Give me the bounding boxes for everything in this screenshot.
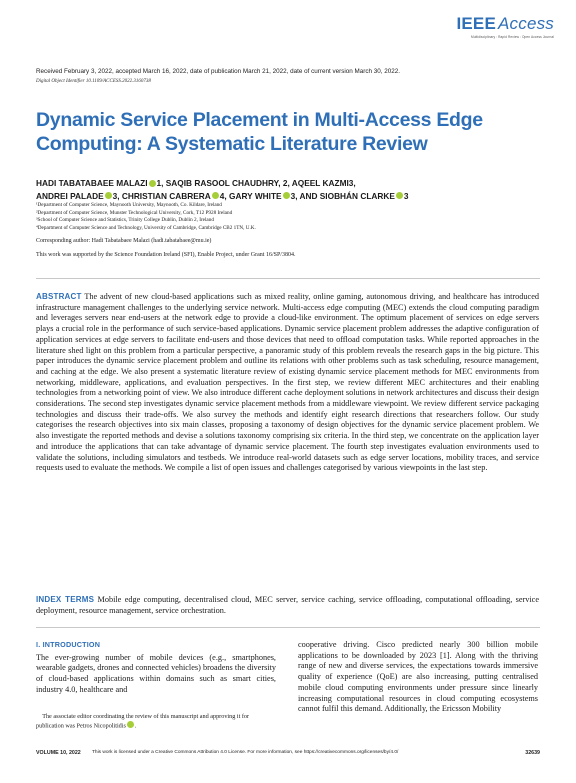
abstract xyxy=(36,292,539,474)
funding-note: This work was supported by the Science Foundation Ireland (SFI), Enable Project, under Grant 16/SP/3804. xyxy=(36,252,296,258)
index-terms-text: Mobile edge computing, decentralised cloud, MEC server, service caching, service offloading, computational offloading, service deployment, resource management, service orchestration. xyxy=(36,595,540,615)
section-heading: I. INTRODUCTION xyxy=(36,640,101,649)
divider xyxy=(36,278,540,279)
logo-tagline: Multidisciplinary : Rapid Review : Open Access Journal xyxy=(471,35,554,39)
ieee-access-logo xyxy=(456,14,554,39)
orcid-icon[interactable] xyxy=(105,192,112,199)
editor-footnote: The associate editor coordinating the review of this manuscript and approving it for publication was Petros Nicopolitidis . xyxy=(36,713,250,730)
volume-label: VOLUME 10, 2022 xyxy=(36,750,81,756)
index-terms xyxy=(36,595,539,616)
affiliation: ¹Department of Computer Science, Maynooth University, Maynooth, Co. Kildare, Ireland xyxy=(36,202,222,208)
received-dates: Received February 3, 2022, accepted March 16, 2022, date of publication March 21, 2022, date of current version March 30, 2022. xyxy=(36,68,401,75)
affiliations xyxy=(36,202,556,232)
abstract-text: The advent of new cloud-based applications such as mixed reality, online gaming, autonomous driving, and healthcare has introduced infrastructure management challenges to the underlying service network. Multi-access edge computing (MEC) extends the cloud computing paradigm and leverages servers near end-users at the network edge to provide a cloud-like environment. The optimum placement of services on edge servers plays a crucial role in the performance of such service-based applications. Dynamic service placement problem addresses the adaptive configuration of application services at edge servers to facilitate end-users and those devices that need to offload computation tasks. While reported approaches in the literature shed light on this problem from a particular perspective, a panoramic study of this problem reveals the research gaps in the big picture. This paper introduces the dynamic service placement problem and outline its relations with other problems such as task scheduling, resource management, and caching at the edge. We also present a systematic literature review of existing dynamic service placement methods for MEC environments from networking, middleware, applications, and evaluation perspectives. In the first step, we review different MEC architectures and their enabling technologies from a networking point of view. We also introduce different cache deployment solutions in network architectures and discuss their design considerations. The second step investigates dynamic service placement methods from a middleware viewpoint. We review different service packaging technologies and discuss their trade-offs. We also survey the methods and identify eight research directions that researchers follow. Our study categorises the research objectives into six main classes, proposing a taxonomy of design objectives for the dynamic service placement problem. We also investigate the reported methods and devise a solutions taxonomy comprising six criteria. In the third step, we concentrate on the application layer and introduce the applications that can take advantage of dynamic service placement. The fourth step investigates evaluation environments used to validate the solutions, including simulators and testbeds. We introduce real-world datasets such as edge server locations, mobility traces, and service requests used to evaluate the methods. We compile a list of open issues and challenges categorised by various viewpoints in the last step. xyxy=(36,292,540,473)
author-name: 3, AND SIOBHÁN CLARKE xyxy=(290,190,395,201)
author-name: 1, SAQIB RASOOL CHAUDHRY xyxy=(156,178,279,188)
author-name: 4, GARY WHITE xyxy=(219,190,282,201)
abstract-heading: ABSTRACT xyxy=(36,292,82,301)
orcid-icon[interactable] xyxy=(127,721,134,728)
index-terms-heading: INDEX TERMS xyxy=(36,595,95,604)
author-name: 2, AQEEL KAZMI xyxy=(282,178,349,188)
author-list: HADI TABATABAEE MALAZI 1, SAQIB RASOOL CHAUDHRY, 2, AQEEL KAZMI3, ANDREI PALADE 3, CHRISTIAN CABRERA 4, GARY WHITE 3, AND SIOBHÁN CLARKE 3 xyxy=(36,178,409,201)
divider xyxy=(36,627,540,628)
author-name: ANDREI PALADE xyxy=(36,190,104,201)
logo-accent: Access xyxy=(498,14,554,33)
logo-main: IEEE xyxy=(456,14,496,33)
corresponding-author: Corresponding author: Hadi Tabatabaee Malazi (hadi.tabatabaee@mu.ie) xyxy=(36,238,212,244)
body-text: The ever-growing number of mobile devices (e.g., smartphones, wearable gadgets, drones and connected vehicles) broadens the diversity of cloud-based applications within domains such as smart cities, industry 4.0, healthcare and xyxy=(36,652,276,694)
page-title xyxy=(36,108,486,156)
author-name: 3, CHRISTIAN CABRERA xyxy=(112,190,211,201)
page-number: 32639 xyxy=(525,750,540,756)
orcid-icon[interactable] xyxy=(212,192,219,199)
title-line-2: Computing: A Systematic Literature Review xyxy=(36,133,428,155)
affiliation: ⁴Department of Computer Science and Technology, University of Cambridge, Cambridge CB2 1TN, U.K. xyxy=(36,224,256,231)
orcid-icon[interactable] xyxy=(396,192,403,199)
body-text: cooperative driving. Cisco predicted nearly 300 billion mobile applications to be downloaded by 2023 [1]. Along with the thriving range of new and diverse services, the expectations towards immersive quality of experience (QoE) are also increasing, putting centralised mobile cloud computing environments under pressure since linearly increasing computational resources in cloud computing ecosystems cannot fulfil this demand. Additionally, the Ericsson Mobility xyxy=(298,640,538,714)
body-column-left xyxy=(36,640,276,696)
orcid-icon[interactable] xyxy=(283,192,290,199)
license-note: This work is licensed under a Creative Commons Attribution 4.0 License. For more information, see https://creativecommons.org/licenses/by/4.0/ xyxy=(92,750,399,755)
orcid-icon[interactable] xyxy=(149,180,156,187)
author-name: HADI TABATABAEE MALAZI xyxy=(36,178,148,188)
affiliation: ³School of Computer Science and Statistics, Trinity College Dublin, Dublin 2, Ireland xyxy=(36,217,214,223)
body-column-right xyxy=(298,640,538,715)
affiliation: ²Department of Computer Science, Munster Technological University, Cork, T12 P928 Ireland xyxy=(36,209,233,216)
title-line-1: Dynamic Service Placement in Multi-Access Edge xyxy=(36,109,483,131)
doi: Digital Object Identifier 10.1109/ACCESS.2022.3160738 xyxy=(36,79,151,84)
